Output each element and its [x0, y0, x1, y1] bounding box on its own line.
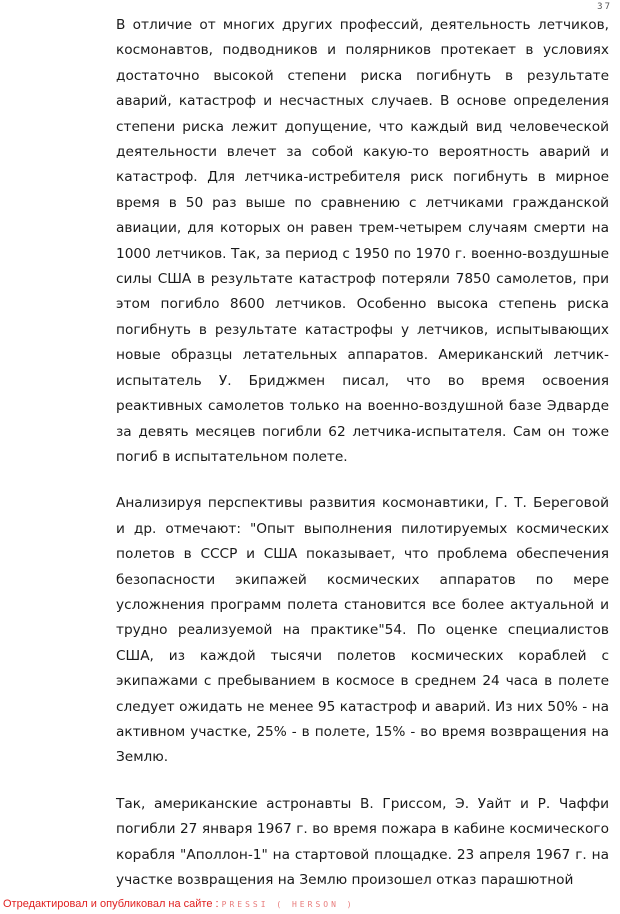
footer-text: Отредактировал и опубликовал на сайте : [3, 898, 222, 910]
paragraph: Анализируя перспективы развития космонавтики, Г. Т. Береговой и др. отмечают: "Опыт выполнения пилотируемых космических полетов в СССР и США показывает, что проблема обеспечения безопасности экипажей космических аппаратов по мере усложнения программ полета становится все более актуальной и трудно реализуемой на практике"54. По оценке специалистов США, из каждой тысячи полетов космических кораблей с экипажами с пребыванием в космосе в среднем 24 часа в полете следует ожидать не менее 95 катастроф и аварий. Из них 50% - на активном участке, 25% - в полете, 15% - во время возвращения на Землю. [116, 495, 609, 766]
footer-brand: PRESSI ( HERSON ) [221, 900, 355, 909]
page-number: 37 [597, 2, 612, 12]
paragraph: В отличие от многих других профессий, деятельность летчиков, космонавтов, подводников и полярников протекает в условиях достаточно высокой степени риска погибнуть в результате аварий, катастроф и несчастных случаев. В основе определения степени риска лежит допущение, что каждый вид человеческой деятельности влечет за собой какую-то вероятность аварий и катастроф. Для летчика-истребителя риск погибнуть в мирное время в 50 раз выше по сравнению с летчиками гражданской авиации, для которых он равен трем-четырем случаям смерти на 1000 летчиков. Так, за период с 1950 по 1970 г. военно-воздушные силы США в результате катастроф потеряли 7850 самолетов, при этом погибло 8600 летчиков. Особенно высока степень риска погибнуть в результате катастрофы у летчиков, испытывающих новые образцы летательных аппаратов. Американский летчик-испытатель У. Бриджмен писал, что во время освоения реактивных самолетов только на военно-воздушной базе Эдварде за девять месяцев погибли 62 летчика-испытателя. Сам он тоже погиб в испытательном полете. [116, 17, 609, 465]
paragraph: Так, американские астронавты В. Гриссом, Э. Уайт и Р. Чаффи погибли 27 января 1967 г. во время пожара в кабине космического корабля "Аполлон-1" на стартовой площадке. 23 апреля 1967 г. на участке возвращения на Землю произошел отказ парашютной [116, 795, 609, 888]
footer-credit [3, 898, 355, 910]
document-body [116, 13, 609, 914]
